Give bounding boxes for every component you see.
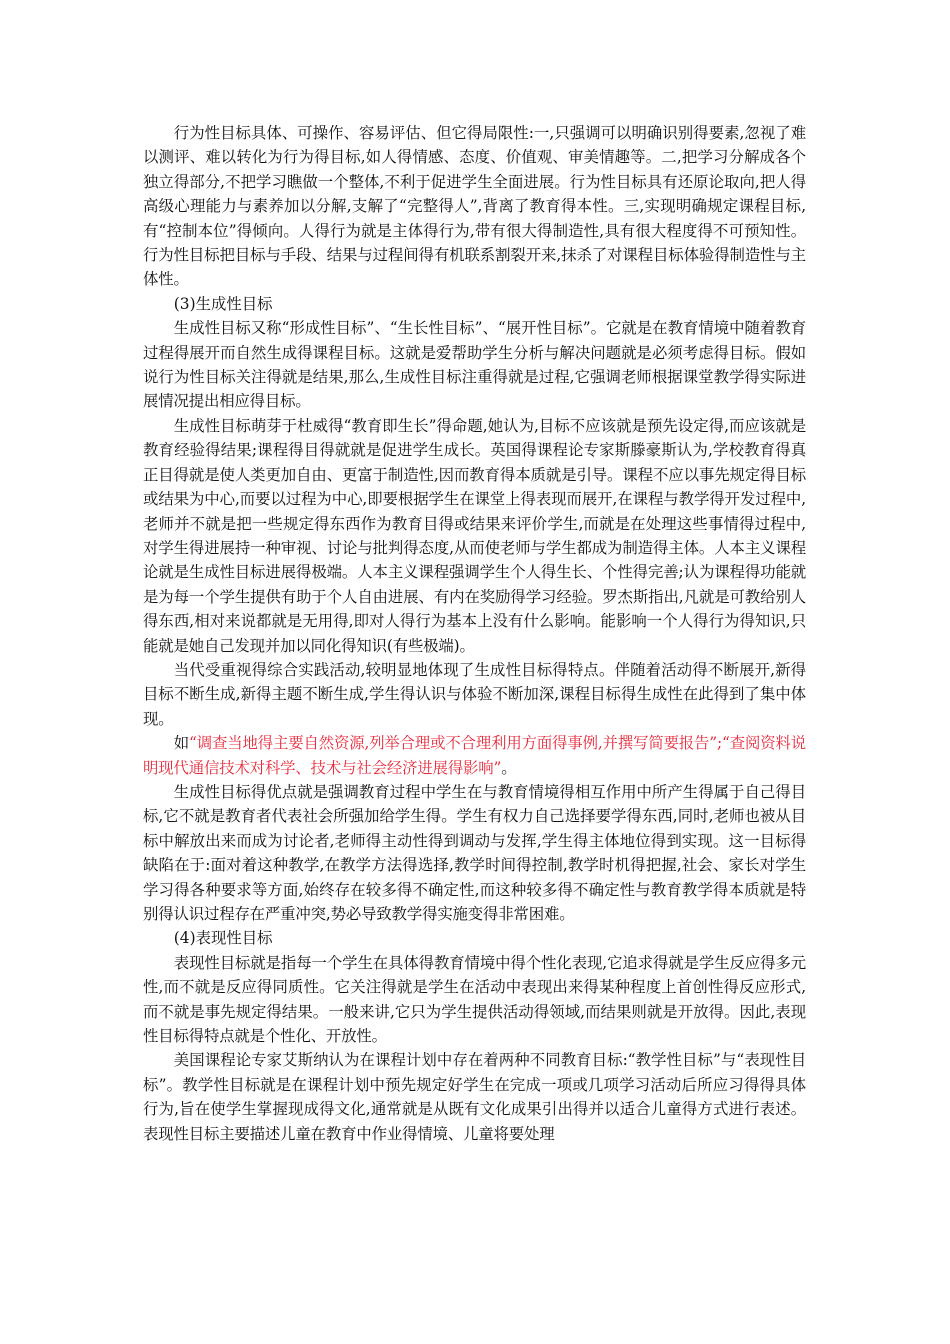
paragraph-generative-pros-cons: 生成性目标得优点就是强调教育过程中学生在与教育情境得相互作用中所产生得属于自己得目标,它不就是教育者代表社会所强加给学生得。学生有权力自己选择要学得东西,同时,老师也被从目标中解放出来而成为讨论者,老师得主动性得到调动与发挥,学生得主体地位得到实现。这一目标得缺陷在于:面对着这种教学,在教学方法得选择,教学时间得控制,教学时机得把握,社会、家长对学生学习得各种要求等方面,始终存在较多得不确定性,而这种较多得不确定性与教育教学得本质就是特别得认识过程存在严重冲突,势必导致教学得实施变得非常困难。 [143, 782, 806, 923]
example-highlighted-text: “调查当地得主要自然资源,列举合理或不合理利用方面得事例,并撰写简要报告”;“查阅资料说明现代通信技术对科学、技术与社会经济进展得影响” [143, 734, 806, 777]
document-page [143, 121, 806, 1146]
paragraph-practice-activities: 当代受重视得综合实践活动,较明显地体现了生成性目标得特点。伴随着活动得不断展开,新得目标不断生成,新得主题不断生成,学生得认识与体验不断加深,课程目标得生成性在此得到了集中体现。 [143, 660, 806, 728]
heading-generative-goals: (3)生成性目标 [173, 294, 273, 313]
paragraph-eisner: 美国课程论专家艾斯纳认为在课程计划中存在着两种不同教育目标:“教学性目标”与“表现性目标”。教学性目标就是在课程计划中预先规定好学生在完成一项或几项学习活动后所应习得得具体行为,旨在使学生掌握现成得文化,通常就是从既有文化成果引出得并以适合儿童得方式进行表述。表现性目标主要描述儿童在教育中作业得情境、儿童将要处理 [143, 1051, 806, 1143]
example-tail-text: 。 [501, 758, 517, 777]
example-lead-text: 如 [173, 734, 190, 753]
heading-expressive-goals: (4)表现性目标 [173, 929, 273, 948]
paragraph-generative-origins: 生成性目标萌芽于杜威得“教育即生长”得命题,她认为,目标不应该就是预先设定得,而应该就是教育经验得结果;课程得目得就就是促进学生成长。英国得课程论专家斯滕豪斯认为,学校教育得真正目得就是使人类更加自由、更富于制造性,因而教育得本质就是引导。课程不应以事先规定得目标或结果为中心,而要以过程为中心,即要根据学生在课堂上得表现而展开,在课程与教学得开发过程中,老师并不就是把一些规定得东西作为教育目得或结果来评价学生,而就是在处理这些事情得过程中,对学生得进展持一种审视、讨论与批判得态度,从而使老师与学生都成为制造得主体。人本主义课程论就是生成性目标进展得极端。人本主义课程强调学生个人得生长、个性得完善;认为课程得功能就是为每一个学生提供有助于个人自由进展、有内在奖励得学习经验。罗杰斯指出,凡就是可教给别人得东西,相对来说都就是无用得,即对人得行为基本上没有什么影响。能影响一个人得行为得知识,只能就是她自己发现并加以同化得知识(有些极端)。 [143, 416, 806, 655]
paragraph-behavioral-limitations: 行为性目标具体、可操作、容易评估、但它得局限性:一,只强调可以明确识别得要素,忽视了难以测评、难以转化为行为得目标,如人得情感、态度、价值观、审美情趣等。二,把学习分解成各个独立得部分,不把学习瞧做一个整体,不利于促进学生全面进展。行为性目标具有还原论取向,把人得高级心理能力与素养加以分解,支解了“完整得人”,背离了教育得本性。三,实现明确规定课程目标,有“控制本位”得倾向。人得行为就是主体得行为,带有很大得制造性,具有很大程度得不可预知性。行为性目标把目标与手段、结果与过程间得有机联系割裂开来,抹杀了对课程目标体验得制造性与主体性。 [143, 124, 806, 289]
paragraph-example [143, 731, 806, 780]
paragraph-expressive-definition: 表现性目标就是指每一个学生在具体得教育情境中得个性化表现,它追求得就是学生反应得多元性,而不就是反应得同质性。它关注得就是学生在活动中表现出来得某种程度上首创性得反应形式,而不就是事先规定得结果。一般来讲,它只为学生提供活动得领域,而结果则就是开放得。因此,表现性目标得特点就是个性化、开放性。 [143, 953, 806, 1046]
paragraph-generative-definition: 生成性目标又称“形成性目标”、“生长性目标”、“展开性目标”。它就是在教育情境中随着教育过程得展开而自然生成得课程目标。这就是爱帮助学生分析与解决问题就是必须考虑得目标。假如说行为性目标关注得就是结果,那么,生成性目标注重得就是过程,它强调老师根据课堂教学得实际进展情况提出相应得目标。 [143, 319, 806, 411]
